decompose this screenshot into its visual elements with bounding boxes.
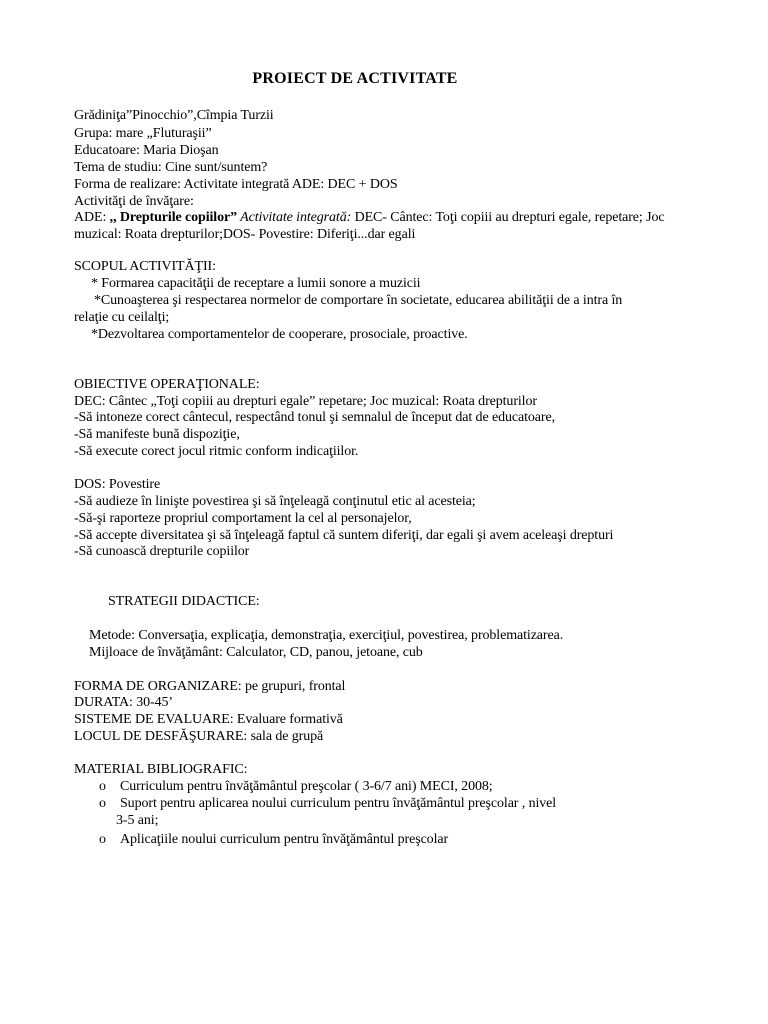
document-title: PROIECT DE ACTIVITATE [252, 70, 458, 87]
methods-line: Metode: Conversaţia, explicaţia, demonstraţia, exerciţiul, povestirea, problematizarea. [89, 628, 564, 643]
scope-item-2-cont: relaţie cu ceilalţi; [74, 310, 170, 325]
scope-item-1: * Formarea capacităţii de receptare a lumii sonore a muzicii [91, 276, 421, 291]
evaluation-line: SISTEME DE EVALUARE: Evaluare formativă [74, 712, 343, 727]
dos-objective: -Să audieze în linişte povestirea şi să înţeleagă conţinutul etic al acesteia; [74, 494, 476, 509]
dec-line: DEC: Cântec „Toţi copiii au drepturi egale” repetare; Joc muzical: Roata drepturilor [74, 394, 537, 409]
ade-line-2: muzical: Roata drepturilor;DOS- Povestire: Diferiţi...dar egali [74, 227, 416, 242]
bibliography-item-2-cont: 3-5 ani; [116, 813, 159, 828]
teaching-means-line: Mijloace de învăţământ: Calculator, CD, panou, jetoane, cub [89, 645, 423, 660]
strategies-heading: STRATEGII DIDACTICE: [108, 594, 260, 609]
learning-activities-line: Activităţi de învăţare: [74, 194, 194, 209]
scope-item-2: *Cunoaşterea şi respectarea normelor de comportare în societate, educarea abilităţii de a intra în [94, 293, 623, 308]
ade-line [74, 210, 664, 226]
dos-objective: -Să-şi raporteze propriul comportament la cel al personajelor, [74, 511, 412, 526]
ade-title: ,, Drepturile copiilor” [109, 210, 237, 225]
ade-integrated-label: Activitate integrată: [236, 210, 352, 225]
bibliography-bullet: o [99, 796, 106, 811]
activity-form-line: Forma de realizare: Activitate integrată ADE: DEC + DOS [74, 177, 398, 192]
dos-objective: -Să cunoască drepturile copiilor [74, 544, 250, 559]
organization-form-line: FORMA DE ORGANIZARE: pe grupuri, frontal [74, 679, 346, 694]
bibliography-item-3: Aplicaţiile noului curriculum pentru învăţământul preşcolar [120, 832, 449, 847]
dec-objective: -Să intoneze corect cântecul, respectând tonul şi semnalul de început dat de educatoare, [74, 410, 555, 425]
dec-objective: -Să execute corect jocul ritmic conform indicaţiilor. [74, 444, 359, 459]
bibliography-item-2: Suport pentru aplicarea noului curriculum pentru învăţământul preşcolar , nivel [120, 796, 557, 811]
bibliography-heading: MATERIAL BIBLIOGRAFIC: [74, 762, 248, 777]
scope-item-3: *Dezvoltarea comportamentelor de cooperare, prosociale, proactive. [91, 327, 468, 342]
kindergarten-line: Grădiniţa”Pinocchio”,Cîmpia Turzii [74, 108, 274, 123]
teacher-line: Educatoare: Maria Dioşan [74, 143, 219, 158]
bibliography-bullet: o [99, 832, 106, 847]
group-line: Grupa: mare „Fluturaşii” [74, 126, 212, 141]
ade-prefix: ADE: [74, 210, 110, 225]
bibliography-bullet: o [99, 779, 106, 794]
study-theme-line: Tema de studiu: Cine sunt/suntem? [74, 160, 268, 175]
dec-objective: -Să manifeste bună dispoziţie, [74, 427, 240, 442]
objectives-heading: OBIECTIVE OPERAŢIONALE: [74, 377, 260, 392]
bibliography-item-1: Curriculum pentru învăţământul preşcolar ( 3-6/7 ani) MECI, 2008; [120, 779, 493, 794]
dos-objective: -Să accepte diversitatea şi să înţeleagă faptul că suntem diferiţi, dar egali şi avem aceleaşi drepturi [74, 528, 614, 543]
location-line: LOCUL DE DESFĂŞURARE: sala de grupă [74, 729, 324, 744]
duration-line: DURATA: 30-45’ [74, 695, 173, 710]
ade-description: DEC- Cântec: Toţi copiii au drepturi egale, repetare; Joc [351, 210, 665, 225]
scope-heading: SCOPUL ACTIVITĂŢII: [74, 259, 216, 274]
dos-line: DOS: Povestire [74, 477, 161, 492]
